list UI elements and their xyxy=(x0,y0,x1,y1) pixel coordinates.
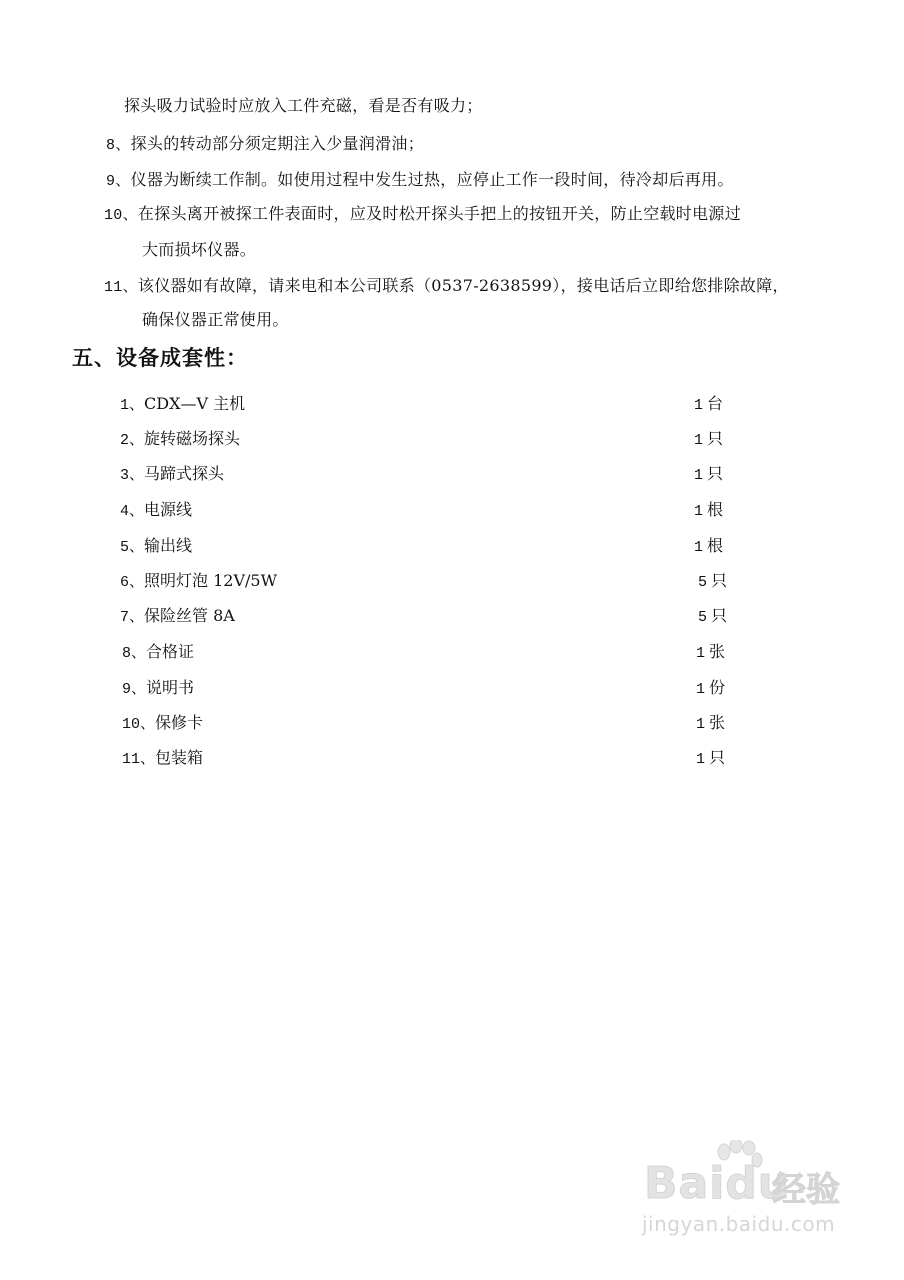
item-number: 3、 xyxy=(120,467,145,484)
item-name: 马蹄式探头 xyxy=(144,464,225,483)
list-item xyxy=(120,394,245,416)
item-unit: 张 xyxy=(709,642,726,661)
item-unit: 根 xyxy=(707,500,724,519)
item-qty-number: 1 xyxy=(694,539,704,556)
list-item xyxy=(120,606,235,628)
instruction-text: 确保仪器正常使用。 xyxy=(142,310,289,329)
item-unit: 只 xyxy=(707,429,724,448)
item-unit: 只 xyxy=(711,606,728,625)
watermark-url: jingyan.baidu.com xyxy=(642,1212,836,1236)
item-unit: 只 xyxy=(711,571,728,590)
item-name: 合格证 xyxy=(146,642,195,661)
item-quantity xyxy=(696,748,725,770)
item-name: 旋转磁场探头 xyxy=(144,429,241,448)
instruction-line-8 xyxy=(106,134,424,156)
item-qty-number: 1 xyxy=(694,503,704,520)
instruction-line-9 xyxy=(106,170,734,192)
item-number: 5、 xyxy=(120,539,145,556)
list-item xyxy=(120,536,192,558)
item-name: 包装箱 xyxy=(155,748,204,767)
item-qty-number: 1 xyxy=(694,467,704,484)
section-heading: 五、设备成套性： xyxy=(72,346,248,370)
item-quantity xyxy=(694,394,723,416)
item-unit: 根 xyxy=(707,536,724,555)
item-unit: 只 xyxy=(707,464,724,483)
item-quantity xyxy=(698,571,727,593)
list-item xyxy=(120,571,277,593)
item-qty-number: 1 xyxy=(696,681,706,698)
item-name: 输出线 xyxy=(144,536,193,555)
item-name: 电源线 xyxy=(144,500,193,519)
list-item xyxy=(122,678,194,700)
item-qty-number: 1 xyxy=(694,432,704,449)
instruction-number: 11、 xyxy=(104,279,138,296)
list-item xyxy=(120,500,192,522)
item-qty-number: 1 xyxy=(696,645,706,662)
instruction-text: 探头的转动部分须定期注入少量润滑油； xyxy=(130,134,425,153)
item-number: 6、 xyxy=(120,574,145,591)
item-unit: 台 xyxy=(707,394,724,413)
list-item xyxy=(122,642,194,664)
instruction-line-11 xyxy=(104,276,789,298)
item-number: 4、 xyxy=(120,503,145,520)
instruction-line-10 xyxy=(104,204,741,226)
item-name: 保险丝管 8A xyxy=(144,606,235,625)
item-number: 7、 xyxy=(120,609,145,626)
instruction-text: 在探头离开被探工件表面时，应及时松开探头手把上的按钮开关，防止空载时电源过 xyxy=(137,204,742,223)
item-quantity xyxy=(698,606,727,628)
item-quantity xyxy=(696,642,725,664)
item-quantity xyxy=(694,464,723,486)
list-item xyxy=(120,429,240,451)
item-qty-number: 1 xyxy=(696,751,706,768)
instruction-text: 该仪器如有故障，请来电和本公司联系（0537-2638599），接电话后立即给您排除故障， xyxy=(137,276,789,295)
item-unit: 只 xyxy=(709,748,726,767)
instruction-line-1 xyxy=(124,96,483,116)
list-item xyxy=(120,464,224,486)
instruction-text: 仪器为断续工作制。如使用过程中发生过热，应停止工作一段时间，待冷却后再用。 xyxy=(130,170,734,189)
baidu-jingyan-watermark xyxy=(640,1140,850,1250)
item-name: 照明灯泡 12V/5W xyxy=(144,571,278,590)
item-number: 8、 xyxy=(122,645,147,662)
item-quantity xyxy=(696,713,725,735)
instruction-text: 探头吸力试验时应放入工件充磁，看是否有吸力； xyxy=(124,96,483,115)
item-number: 2、 xyxy=(120,432,145,449)
instruction-number: 8、 xyxy=(106,137,131,154)
watermark-brand: Baidu xyxy=(644,1158,791,1209)
item-number: 10、 xyxy=(122,716,156,733)
item-quantity xyxy=(694,500,723,522)
item-quantity xyxy=(696,678,725,700)
instruction-line-11-cont xyxy=(142,310,289,330)
list-item xyxy=(122,748,203,770)
item-unit: 张 xyxy=(709,713,726,732)
item-quantity xyxy=(694,429,723,451)
instruction-number: 9、 xyxy=(106,173,131,190)
item-qty-number: 1 xyxy=(694,397,704,414)
item-unit: 份 xyxy=(709,678,726,697)
item-name: CDX—V 主机 xyxy=(144,394,246,413)
list-item xyxy=(122,713,203,735)
item-number: 9、 xyxy=(122,681,147,698)
item-qty-number: 5 xyxy=(698,609,708,626)
instruction-text: 大而损坏仪器。 xyxy=(142,240,257,259)
item-name: 说明书 xyxy=(146,678,195,697)
item-quantity xyxy=(694,536,723,558)
item-number: 1、 xyxy=(120,397,145,414)
instruction-number: 10、 xyxy=(104,207,138,224)
watermark-brand-cn: 经验 xyxy=(772,1170,840,1210)
item-qty-number: 1 xyxy=(696,716,706,733)
item-name: 保修卡 xyxy=(155,713,204,732)
instruction-line-10-cont xyxy=(142,240,256,260)
item-qty-number: 5 xyxy=(698,574,708,591)
item-number: 11、 xyxy=(122,751,156,768)
